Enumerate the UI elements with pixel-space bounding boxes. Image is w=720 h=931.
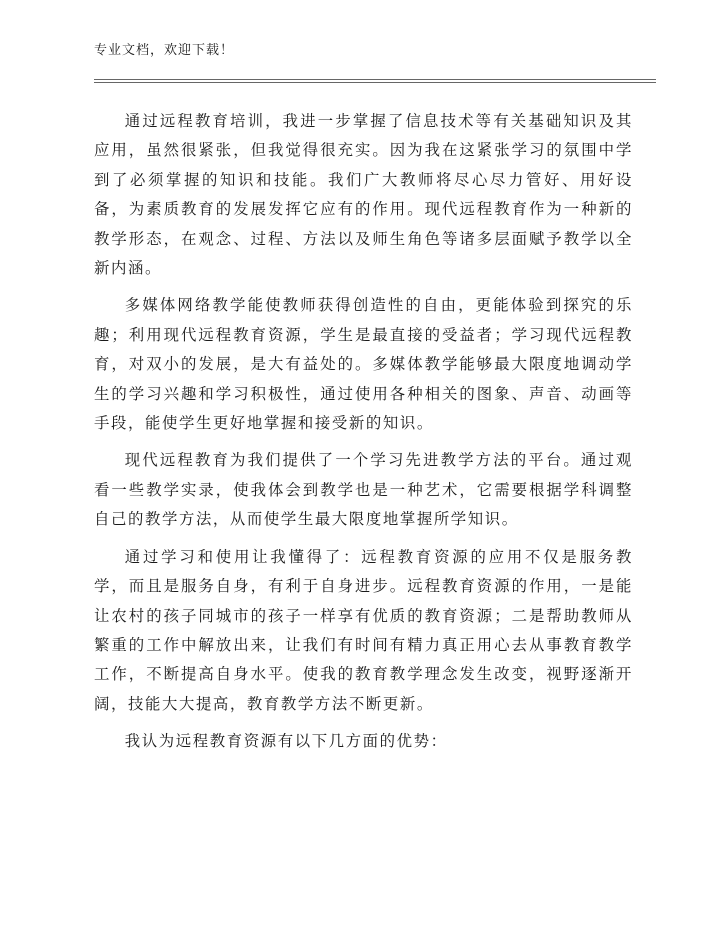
paragraph-2: 多媒体网络教学能使教师获得创造性的自由，更能体验到探究的乐趣；利用现代远程教育资源，学生是最直接的受益者；学习现代远程教育，对双小的发展，是大有益处的。多媒体教学能够最大限度地调动学生的学习兴趣和学习积极性，通过使用各种相关的图象、声音、动画等手段，能使学生更好地掌握和接受新的知识。 bbox=[94, 296, 633, 433]
paragraph-3: 现代远程教育为我们提供了一个学习先进教学方法的平台。通过观看一些教学实录，使我体会到教学也是一种艺术，它需要根据学科调整自己的教学方法，从而使学生最大限度地掌握所学知识。 bbox=[94, 451, 633, 529]
header-divider bbox=[94, 79, 656, 83]
paragraph-5: 我认为远程教育资源有以下几方面的优势： bbox=[124, 732, 448, 751]
page-header: 专业文档，欢迎下载！ bbox=[94, 43, 235, 58]
paragraph-1: 通过远程教育培训，我进一步掌握了信息技术等有关基础知识及其应用，虽然很紧张，但我觉得很充实。因为我在这紧张学习的氛围中学到了必须掌握的知识和技能。我们广大教师将尽心尽力管好、用好设备，为素质教育的发展发挥它应有的作用。现代远程教育作为一种新的教学形态，在观念、过程、方法以及师生角色等诸多层面赋予教学以全新内涵。 bbox=[94, 112, 633, 278]
paragraph-4: 通过学习和使用让我懂得了：远程教育资源的应用不仅是服务教学，而且是服务自身，有利于自身进步。远程教育资源的作用，一是能让农村的孩子同城市的孩子一样享有优质的教育资源；二是帮助教师从繁重的工作中解放出来，让我们有时间有精力真正用心去从事教育教学工作，不断提高自身水平。使我的教育教学理念发生改变，视野逐渐开阔，技能大大提高，教育教学方法不断更新。 bbox=[94, 547, 633, 713]
document-body bbox=[94, 107, 633, 765]
